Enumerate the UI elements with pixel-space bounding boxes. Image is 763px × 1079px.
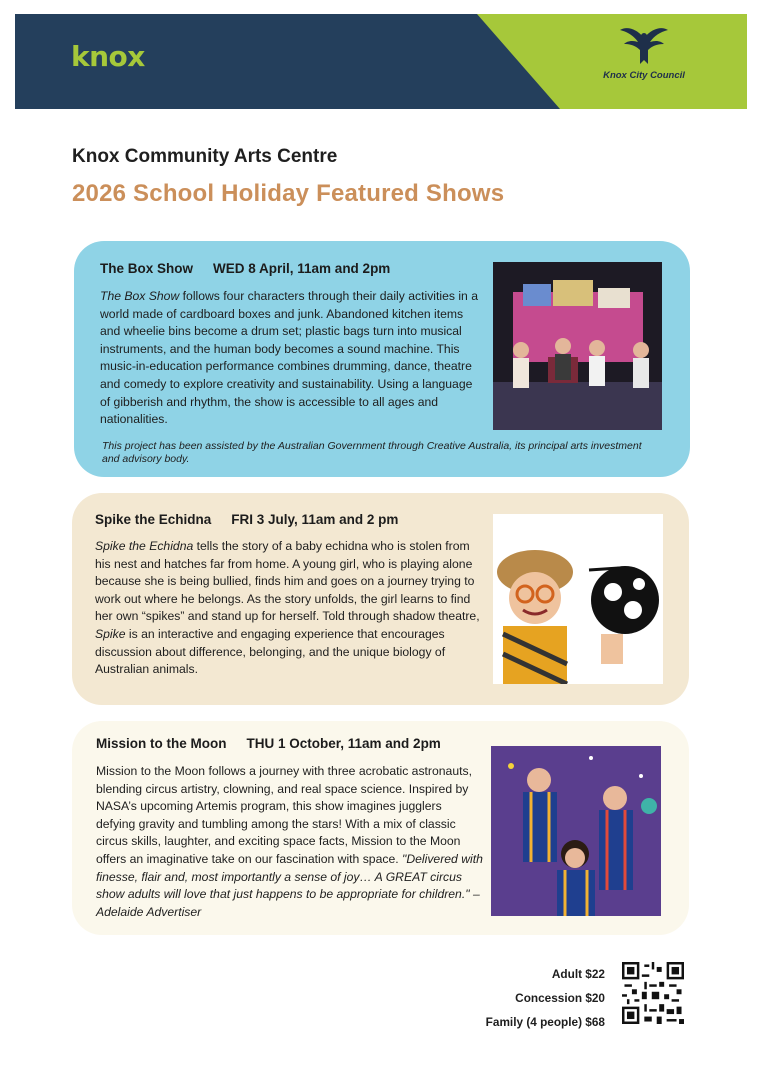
astronauts-image (491, 746, 661, 916)
price-list (486, 963, 605, 1035)
knox-logo: knox (71, 40, 145, 73)
review-quote: "Delivered with finesse, flair and, most importantly a sense of joy… A GREAT circus show adults will love that just happens to be appropriate for children." (96, 851, 483, 902)
description-text: Mission to the Moon follows a journey with three acrobatic astronauts, blending circus artistry, clowning, and real space science. Inspired by NASA’s upcoming Artemis program, this show imagines jugglers defying gravity and tumbling among the stars! With a mix of classic circus skills, laughter, and exciting space facts, Mission to the Moon offers an imaginative take on our fascination with space. (96, 764, 472, 866)
price-adult: Adult $22 (551, 967, 605, 981)
council-name: Knox City Council (603, 70, 685, 81)
council-logo (599, 24, 689, 99)
show-name: Spike the Echidna (95, 512, 212, 527)
price-family: Family (4 people) $68 (485, 1015, 605, 1029)
header-banner (15, 14, 747, 109)
spike-photo (493, 514, 663, 684)
qr-code-icon[interactable] (622, 962, 684, 1024)
funding-credit: This project has been assisted by the Australian Government through Creative Australia, its principal arts investment and advisory body. (102, 440, 642, 465)
org-title: Knox Community Arts Centre (72, 146, 338, 167)
show-title-italic: Spike (95, 626, 126, 641)
show-heading (96, 736, 441, 751)
stage-image (493, 262, 662, 430)
show-heading (95, 512, 398, 527)
quote-source: – Adelaide Advertiser (96, 887, 480, 919)
show-date: FRI 3 July, 11am and 2 pm (231, 512, 399, 527)
show-name: Mission to the Moon (96, 736, 227, 751)
price-concession: Concession $20 (515, 991, 605, 1005)
show-name: The Box Show (100, 261, 194, 276)
show-title-italic: Spike the Echidna (95, 539, 194, 553)
performer-image (493, 514, 663, 684)
show-description (100, 288, 482, 429)
show-title-italic: The Box Show (100, 289, 180, 303)
mission-photo (491, 746, 661, 916)
description-text: is an interactive and engaging experience that encourages discussion about difference, belonging, and the unique biology of Australian animals. (95, 626, 446, 677)
eagle-icon (618, 24, 670, 68)
show-heading (100, 261, 390, 276)
show-date: WED 8 April, 11am and 2pm (213, 261, 391, 276)
show-date: THU 1 October, 11am and 2pm (246, 736, 441, 751)
description-text: follows four characters through their daily activities in a world made of cardboard boxes and junk. Abandoned kitchen items and wheelie bins become a drum set; plastic bags turn into musical instruments, and the human body becomes a sound machine. This music-in-education performance combines drumming, dance, theatre and comedy to explore creativity and sustainability. Using a language of gibberish and rhythm, the show is accessible to all ages and nationalities. (100, 289, 478, 427)
description-text: tells the story of a baby echidna who is stolen from his nest and hatches far from home. A young girl, who is playing alone because she is being bullied, finds him and goes on a journey trying to work out where he belongs. As the story unfolds, the girl learns to find her own “spikes” and stand up for herself. Told through shadow theatre, (95, 539, 480, 624)
show-description (95, 538, 485, 679)
show-description (96, 763, 484, 921)
page-title: 2026 School Holiday Featured Shows (72, 180, 505, 207)
box-show-photo (493, 262, 662, 430)
